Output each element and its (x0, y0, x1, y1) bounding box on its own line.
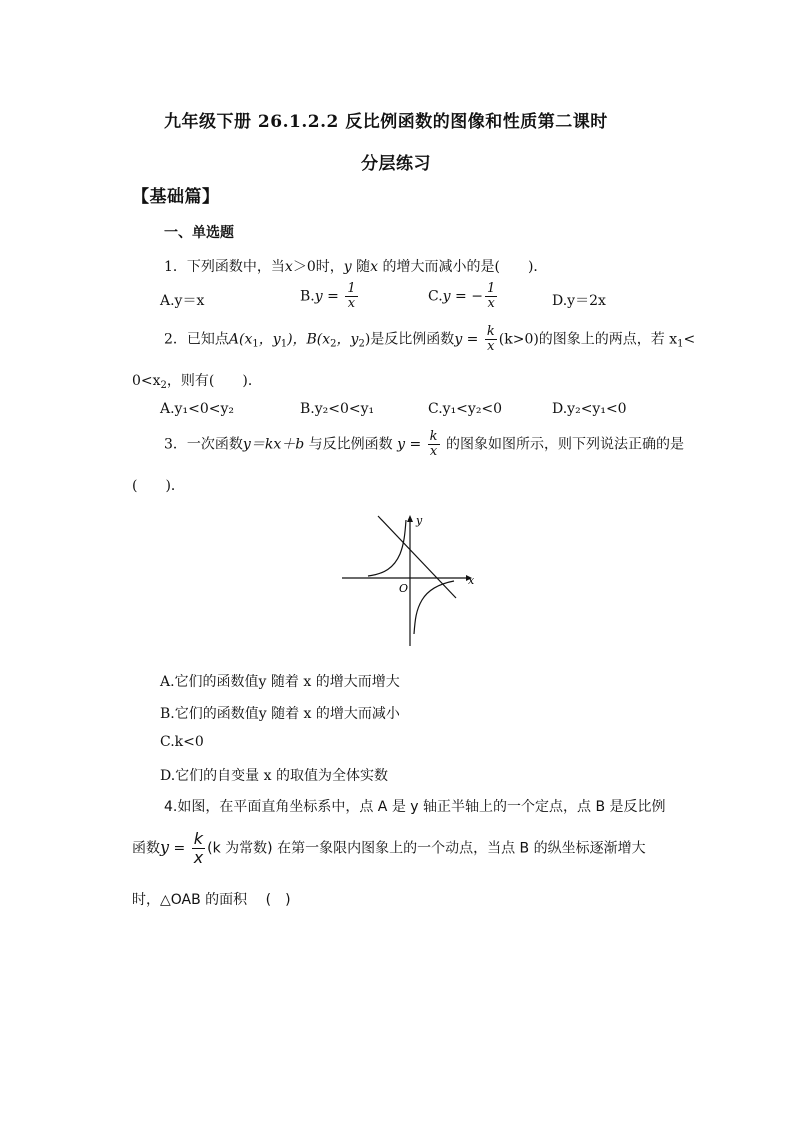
question-3-option-a: A.它们的函数值y 随着 x 的增大而增大 (160, 674, 400, 690)
question-3-stem-line-2: ( )． (132, 478, 185, 494)
question-2-option-a: A.y₁<0<y₂ (160, 401, 234, 417)
question-2-option-c: C.y₁<y₂<0 (428, 401, 503, 417)
origin-label: O (399, 582, 409, 595)
question-3-option-c: C.k<0 (160, 734, 204, 750)
x-axis-label: x (468, 574, 475, 587)
hyperbola-branch-second-quadrant (368, 520, 406, 576)
question-4-stem-line-1: 4.如图，在平面直角坐标系中，点 A 是 y 轴正半轴上的一个定点，点 B 是反比例 (164, 799, 666, 815)
question-1-stem: 1．下列函数中，当x＞0时，y 随x 的增大而减小的是( )． (164, 259, 548, 275)
question-1-option-c: C.y = − $\frac{1}{x}$ (428, 281, 496, 311)
question-4-stem-line-3: 时，△OAB 的面积 ( ) (132, 892, 291, 908)
question-2-stem-line-1: 2．已知点$A(x_1$，$y_1$)，$B(x_2$，$y_2$)是反比例函数y = $\frac{k}{x}$ (k>0)的图象上的两点，若 $x_1<$ (164, 324, 696, 354)
question-1-option-a: A.y＝x (160, 293, 205, 309)
question-4-stem-line-2: 函数y = $\frac{k}{x}$ (k 为常数) 在第一象限内图象上的一个动点，当点 B 的纵坐标逐渐增大 (132, 829, 646, 867)
question-2-option-d: D.y₂<y₁<0 (552, 401, 627, 417)
question-3-option-b: B.它们的函数值y 随着 x 的增大而减小 (160, 706, 400, 722)
section-heading-basic: 【基础篇】 (132, 187, 220, 207)
linear-function-line (378, 516, 456, 598)
part-heading-single-choice: 一、单选题 (164, 225, 234, 241)
question-3-stem-line-1: 3．一次函数y＝kx＋b 与反比例函数 y = $\frac{k}{x}$ 的图象如图所示，则下列说法正确的是 (164, 429, 684, 459)
y-axis-label: y (416, 514, 423, 527)
page-subtitle: 分层练习 (361, 154, 431, 174)
y-axis-arrow-icon (407, 515, 413, 522)
question-1-option-b: B.y = $\frac{1}{x}$ (300, 281, 356, 311)
page-title: 九年级下册 26.1.2.2 反比例函数的图像和性质第二课时 (164, 112, 608, 132)
question-2-stem-line-2: $0<x_2$，则有( )． (132, 373, 262, 391)
question-1-option-d: D.y＝2x (552, 293, 606, 309)
question-2-option-b: B.y₂<0<y₁ (300, 401, 375, 417)
question-3-option-d: D.它们的自变量 x 的取值为全体实数 (160, 768, 388, 784)
question-3-graph (338, 510, 478, 648)
